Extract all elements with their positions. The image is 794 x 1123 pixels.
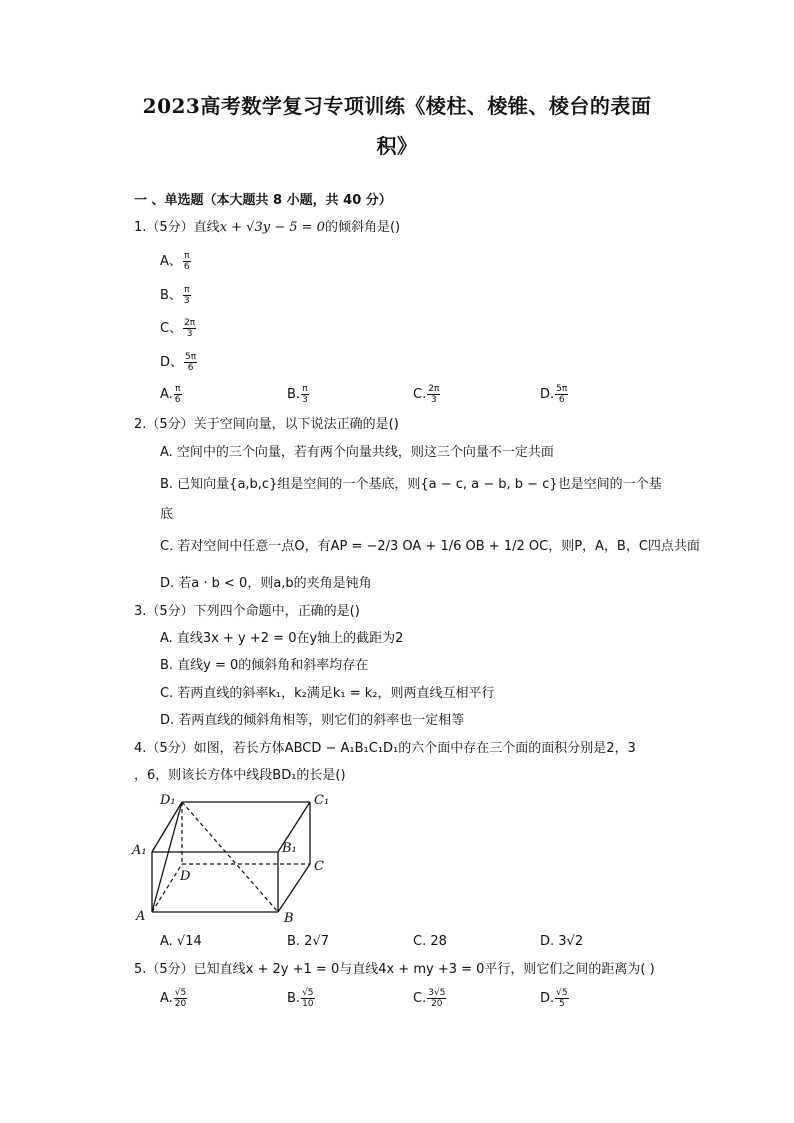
title-line-1: 2023高考数学复习专项训练《棱柱、棱锥、棱台的表面	[142, 94, 652, 118]
q3-option-c: C. 若两直线的斜率k₁，k₂满足k₁ = k₂，则两直线互相平行	[160, 686, 495, 701]
q1-option-c	[160, 318, 197, 339]
fraction: $\frac{5\pi}{6}$	[185, 352, 197, 373]
q4-option-d: D. 3√2	[540, 934, 584, 949]
q5-option-d: D. $\frac{√5}{5}$	[540, 988, 568, 1009]
hidden-edge-AD	[152, 864, 182, 912]
option-label: D、	[160, 355, 184, 370]
section-heading: 一 、单选题（本大题共 8 小题，共 40 分）	[134, 193, 392, 208]
q2-option-a: A. 空间中的三个向量，若有两个向量共线，则这三个向量不一定共面	[160, 445, 554, 460]
q1-option-row-a: A. $\frac{\pi}{6}$	[160, 384, 181, 405]
fraction: $\frac{2\pi}{3}$	[184, 318, 196, 339]
q4-stem-line-1: 4.（5分）如图，若长方体ABCD − A₁B₁C₁D₁的六个面中存在三个面的面积分别是2，3	[134, 741, 636, 756]
q3-option-a: A. 直线3x + y +2 = 0在y轴上的截距为2	[160, 631, 404, 646]
doc-title	[110, 86, 684, 166]
option-label: B、	[160, 288, 182, 303]
q3-option-d: D. 若两直线的倾斜角相等，则它们的斜率也一定相等	[160, 713, 465, 728]
q2-option-d: D. 若a · b < 0，则a,b的夹角是钝角	[160, 576, 372, 591]
q2-stem: 2.（5分）关于空间向量，以下说法正确的是()	[134, 417, 399, 432]
q4-option-c: C. 28	[413, 934, 447, 949]
q1-option-d	[160, 352, 198, 373]
option-label: C、	[160, 321, 183, 336]
q2-option-c: C. 若对空间中任意一点O，有AP = −2/3 OA + 1/6 OB + 1/2 OC，则P，A，B，C四点共面	[160, 539, 700, 554]
q2-option-b: B. 已知向量{a,b,c}组是空间的一个基底，则{a − c, a − b, b − c}也是空间的一个基	[160, 477, 662, 492]
q1-prefix: 1.（5分）直线	[134, 220, 220, 235]
edge-BC	[278, 864, 310, 912]
q2-option-b-cont: 底	[160, 507, 174, 522]
q5-option-c: C. $\frac{3√5}{20}$	[413, 988, 446, 1009]
fraction: $\frac{\pi}{3}$	[183, 285, 190, 306]
label-B1: B₁	[282, 841, 297, 856]
q1-option-row-c: C. $\frac{2\pi}{3}$	[413, 384, 440, 405]
q1-option-row-b: B. $\frac{\pi}{3}$	[287, 384, 308, 405]
q4-option-a: A. √14	[160, 934, 202, 949]
edge-A1D1	[152, 802, 182, 852]
diagonal-D1A	[152, 802, 182, 912]
label-D1: D₁	[160, 793, 176, 808]
q4-option-b: B. 2√7	[287, 934, 330, 949]
q1-option-row-d: D. $\frac{5\pi}{6}$	[540, 384, 568, 405]
q4-stem-line-2: ，6，则该长方体中线段BD₁的长是()	[134, 768, 346, 783]
q1-option-b	[160, 285, 192, 306]
q3-stem: 3.（5分）下列四个命题中，正确的是()	[134, 604, 360, 619]
label-C1: C₁	[314, 793, 330, 808]
q1-equation: x + √3y − 5 = 0	[219, 220, 325, 235]
option-label: A、	[160, 254, 182, 269]
q3-option-b: B. 直线y = 0的倾斜角和斜率均存在	[160, 658, 369, 673]
q1-stem	[134, 219, 400, 237]
label-B: B	[284, 911, 294, 926]
label-C: C	[314, 859, 324, 874]
q5-stem: 5.（5分）已知直线x + 2y +1 = 0与直线4x + my +3 = 0平行，则它们之间的距离为( )	[134, 962, 655, 977]
label-A: A	[136, 909, 146, 924]
q1-option-a	[160, 251, 192, 272]
fraction: $\frac{\pi}{6}$	[183, 251, 190, 272]
label-D: D	[180, 869, 191, 884]
q1-suffix: 的倾斜角是()	[324, 220, 401, 235]
q5-option-a: A. $\frac{√5}{20}$	[160, 988, 187, 1009]
title-line-2: 积》	[376, 134, 418, 158]
segment-BD1	[182, 802, 278, 912]
q5-option-b: B. $\frac{√5}{10}$	[287, 988, 314, 1009]
cuboid-figure	[130, 792, 340, 930]
label-A1: A₁	[132, 843, 147, 858]
